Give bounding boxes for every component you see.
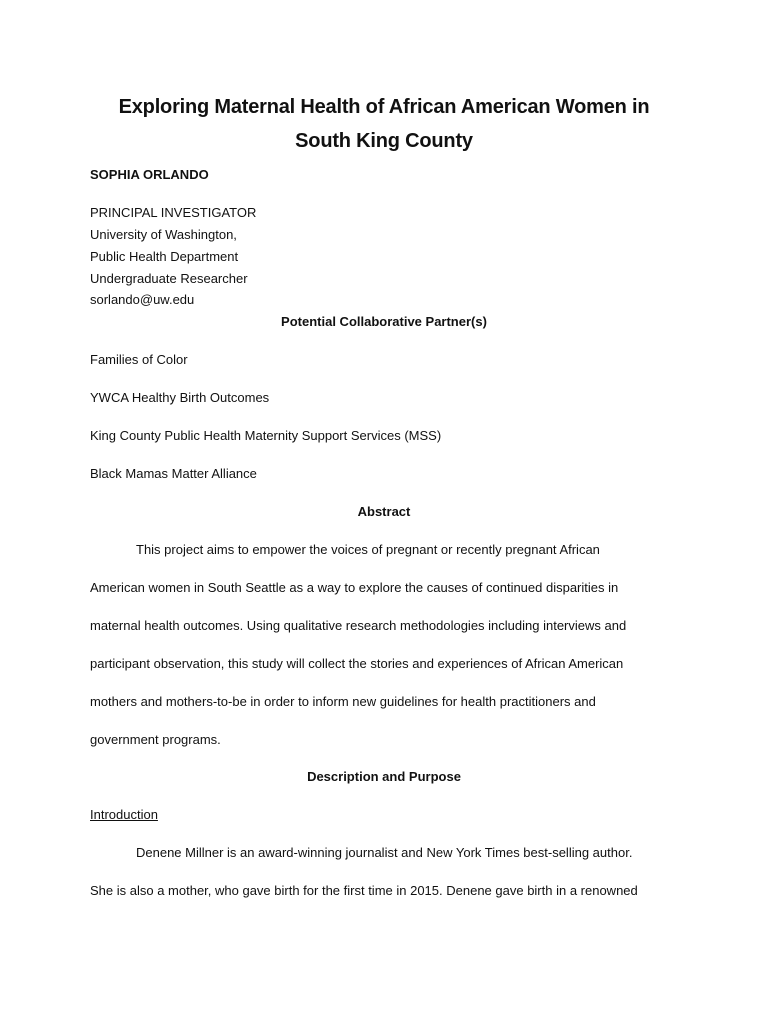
abstract-line: American women in South Seattle as a way to explore the causes of continued disparities in — [90, 580, 619, 595]
partner-item: YWCA Healthy Birth Outcomes — [90, 390, 270, 405]
author-affiliation-university: University of Washington, — [90, 227, 237, 242]
partner-item: King County Public Health Maternity Support Services (MSS) — [90, 428, 442, 443]
partner-item: Black Mamas Matter Alliance — [90, 466, 257, 481]
partner-item: Families of Color — [90, 352, 188, 367]
abstract-line: mothers and mothers-to-be in order to inform new guidelines for health practitioners and — [90, 694, 596, 709]
abstract-line: This project aims to empower the voices of pregnant or recently pregnant African — [136, 542, 600, 557]
abstract-line: participant observation, this study will collect the stories and experiences of African American — [90, 656, 624, 671]
document-title-line-2: South King County — [295, 130, 473, 152]
author-name: SOPHIA ORLANDO — [90, 167, 209, 182]
introduction-subheading: Introduction — [90, 807, 158, 822]
author-affiliation-department: Public Health Department — [90, 249, 239, 264]
abstract-heading: Abstract — [357, 504, 411, 519]
abstract-line: maternal health outcomes. Using qualitative research methodologies including interviews and — [90, 618, 627, 633]
body-line: She is also a mother, who gave birth for the first time in 2015. Denene gave birth in a renowned — [90, 883, 638, 898]
author-email: sorlando@uw.edu — [90, 292, 195, 307]
partners-heading: Potential Collaborative Partner(s) — [281, 314, 487, 329]
body-line: Denene Millner is an award-winning journalist and New York Times best-selling author. — [136, 845, 633, 860]
author-role: PRINCIPAL INVESTIGATOR — [90, 205, 257, 220]
author-position: Undergraduate Researcher — [90, 271, 248, 286]
description-heading: Description and Purpose — [307, 769, 461, 784]
document-title-line-1: Exploring Maternal Health of African American Women in — [118, 96, 650, 118]
abstract-line: government programs. — [90, 732, 221, 747]
